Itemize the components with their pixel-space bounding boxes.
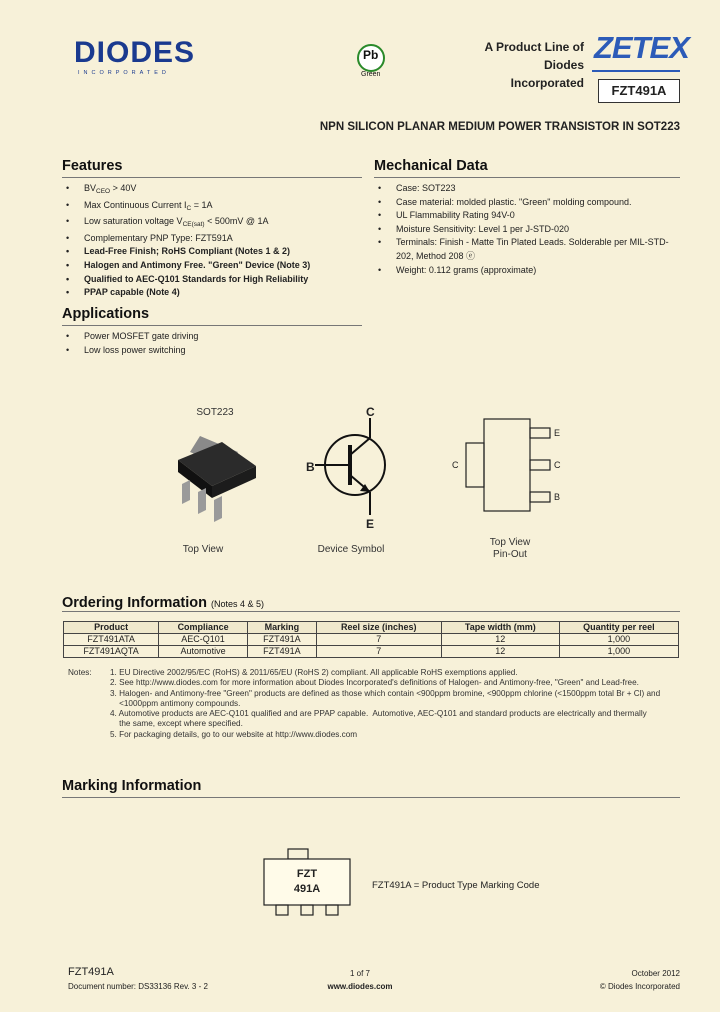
note-item: 4. Automotive products are AEC-Q101 qualified and are PPAP capable. Automotive, AEC-Q101 and standard products are electrically and thermally <box>110 709 647 719</box>
table-cell: FZT491ATA <box>64 634 159 646</box>
column-header: Tape width (mm) <box>441 622 559 634</box>
marking-section <box>62 776 680 798</box>
applications-list <box>62 330 362 357</box>
feature-item <box>62 199 362 216</box>
column-header: Marking <box>247 622 316 634</box>
footer-website-link[interactable]: www.diodes.com <box>327 982 393 991</box>
feature-text-suffix: < 500mV @ 1A <box>204 216 269 227</box>
mechanical-heading: Mechanical Data <box>374 156 680 178</box>
feature-text: Qualified to AEC-Q101 Standards for High Reliability <box>84 273 309 284</box>
footer-part-number: FZT491A <box>68 966 114 978</box>
table-row <box>64 634 679 646</box>
part-number-box: FZT491A <box>598 79 680 103</box>
feature-item <box>62 245 362 259</box>
mechanical-list <box>374 182 680 277</box>
ordering-heading: Ordering Information <box>62 595 207 611</box>
table-cell: 7 <box>316 646 441 658</box>
pb-badge: Pb <box>363 48 379 62</box>
zetex-rule <box>592 70 680 72</box>
footer-document-number: Document number: DS33136 Rev. 3 - 2 <box>68 982 208 991</box>
ordering-section <box>62 594 680 612</box>
table-cell: 1,000 <box>559 634 678 646</box>
applications-section <box>62 304 362 357</box>
marking-line1: FZT <box>296 868 318 880</box>
marking-line2: 491A <box>293 883 321 895</box>
table-cell: FZT491AQTA <box>64 646 159 658</box>
page-title: NPN SILICON PLANAR MEDIUM POWER TRANSISTOR IN SOT223 <box>319 121 680 133</box>
mechanical-item: • Terminals: Finish - Matte Tin Plated Leads. Solderable per MIL-STD-202, Method 208 ⓔ <box>374 236 680 263</box>
zetex-logo: ZETEX <box>594 30 689 65</box>
pinout-caption-1: Top View <box>489 537 531 548</box>
green-label: Green <box>361 71 381 78</box>
note-item: 3. Halogen- and Antimony-free "Green" products are defined as those which contain <900ppm bromine, <900ppm chlorine (<1500ppm total Br + Cl) and <box>110 688 661 698</box>
feature-text-suffix: > 40V <box>110 183 137 193</box>
features-list <box>62 182 362 300</box>
feature-item <box>62 182 362 199</box>
symbol-base-label: B <box>306 460 315 474</box>
column-header: Product <box>64 622 159 634</box>
table-row <box>64 646 679 658</box>
note-item: 1. EU Directive 2002/95/EC (RoHS) & 2011/65/EU (RoHS 2) compliant. All applicable RoHS exemptions applied. <box>110 668 518 677</box>
note-item: 5. For packaging details, go to our website at http://www.diodes.com <box>110 729 358 739</box>
column-header: Reel size (inches) <box>316 622 441 634</box>
feature-item <box>62 259 362 273</box>
column-header: Quantity per reel <box>559 622 678 634</box>
top-view-caption: Top View <box>182 544 224 555</box>
mechanical-section <box>374 156 680 277</box>
pinout-caption-2: Pin-Out <box>493 549 527 560</box>
feature-text-suffix: = 1A <box>191 199 213 210</box>
ordering-heading-row <box>62 594 680 612</box>
feature-text: Lead-Free Finish; RoHS Compliant (Notes 1 & 2) <box>84 246 291 257</box>
mechanical-item: • Moisture Sensitivity: Level 1 per J-STD-020 <box>374 223 680 237</box>
product-line-1: A Product Line of <box>484 40 584 54</box>
footer-date: October 2012 <box>631 969 680 978</box>
feature-item <box>62 286 362 300</box>
pinout-emitter-label-1: E <box>554 428 561 438</box>
table-cell: 7 <box>316 634 441 646</box>
sot223-package-image <box>160 420 270 530</box>
application-item: • Low loss power switching <box>62 344 362 358</box>
applications-heading: Applications <box>62 304 362 326</box>
feature-subscript: C <box>186 204 192 212</box>
column-header: Compliance <box>159 622 248 634</box>
feature-item <box>62 215 362 232</box>
application-item: • Power MOSFET gate driving <box>62 330 362 344</box>
device-symbol-caption: Device Symbol <box>317 544 385 555</box>
diodes-logo: DIODES <box>74 36 196 69</box>
feature-subscript: CE(sat) <box>182 221 205 229</box>
feature-subscript: CEO <box>96 188 111 195</box>
feature-text: Complementary PNP Type: FZT591A <box>84 232 233 243</box>
notes-label: Notes: <box>68 668 92 677</box>
marking-description: FZT491A = Product Type Marking Code <box>372 880 540 891</box>
symbol-collector-label: C <box>366 405 375 419</box>
feature-text: Halogen and Antimony Free. "Green" Device (Note 3) <box>84 259 311 270</box>
marking-heading: Marking Information <box>62 776 680 798</box>
ordering-heading-note: (Notes 4 & 5) <box>211 599 265 609</box>
table-cell: Automotive <box>159 646 248 658</box>
table-cell: FZT491A <box>247 634 316 646</box>
diodes-logo-subtitle: INCORPORATED <box>78 70 170 76</box>
mechanical-item: • Case: SOT223 <box>374 182 680 196</box>
feature-item <box>62 232 362 246</box>
footer-page-number: 1 of 7 <box>349 969 370 978</box>
features-heading: Features <box>62 156 362 178</box>
feature-item <box>62 273 362 287</box>
symbol-emitter-label: E <box>366 517 375 531</box>
table-cell: 12 <box>441 646 559 658</box>
pinout-collector-tab-label: C <box>452 460 459 470</box>
mechanical-item: • Weight: 0.112 grams (approximate) <box>374 264 680 278</box>
table-cell: AEC-Q101 <box>159 634 248 646</box>
mechanical-item: • UL Flammability Rating 94V-0 <box>374 209 680 223</box>
note-item: <1000ppm antimony compounds. <box>110 698 241 708</box>
notes-list <box>110 668 680 740</box>
table-cell: 12 <box>441 634 559 646</box>
ordering-table <box>63 621 679 658</box>
note-item: 2. See http://www.diodes.com for more information about Diodes Incorporated's definitions of Halogen- and Antimony-free, "Green" and Lead-free. <box>110 678 639 688</box>
note-item: the same, except where specified. <box>110 719 243 729</box>
pinout-base-label: B <box>554 492 561 502</box>
feature-text: Low saturation voltage V <box>84 216 183 227</box>
footer-copyright: © Diodes Incorporated <box>599 982 680 991</box>
feature-text: Max Continuous Current I <box>84 199 187 210</box>
table-cell: 1,000 <box>559 646 678 658</box>
features-section <box>62 156 362 300</box>
product-line <box>470 38 584 92</box>
table-cell: FZT491A <box>247 646 316 658</box>
pinout-diagram <box>460 415 560 515</box>
product-line-2: Diodes Incorporated <box>510 58 584 90</box>
mechanical-item: • Case material: molded plastic. "Green" molding compound. <box>374 196 680 210</box>
feature-text: BV <box>84 183 97 193</box>
pinout-collector-label: C <box>554 460 561 470</box>
feature-text: PPAP capable (Note 4) <box>84 287 180 298</box>
device-symbol-icon <box>300 400 400 530</box>
package-label: SOT223 <box>196 407 234 418</box>
ordering-header-row <box>64 622 679 634</box>
